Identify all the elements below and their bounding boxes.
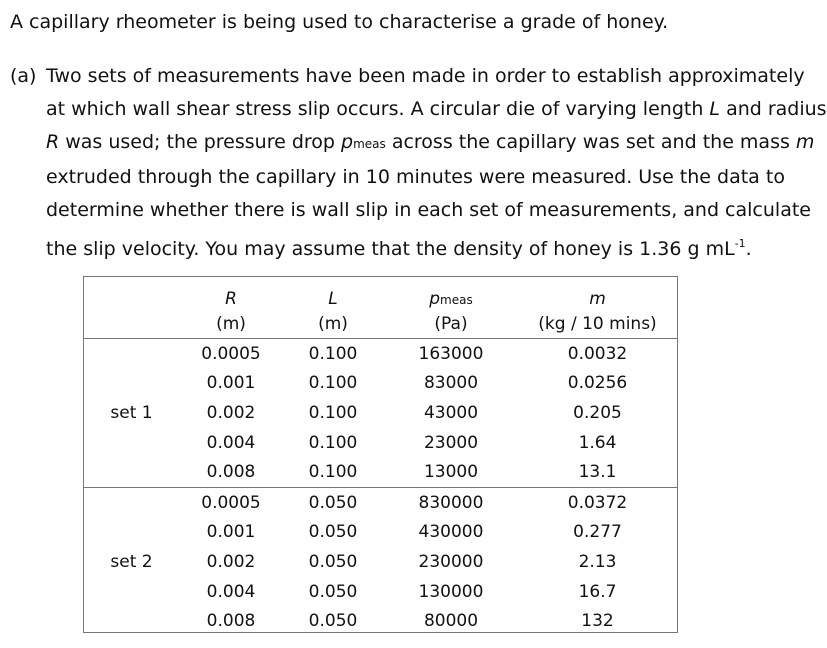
length-cell: 0.050 xyxy=(308,551,358,572)
set-label: set 1 xyxy=(110,402,153,423)
radius-cell: 0.0005 xyxy=(201,343,261,364)
question-line xyxy=(46,161,814,194)
pressure-header xyxy=(384,276,518,309)
pressure-cell: 83000 xyxy=(423,373,479,394)
length-cell: 0.100 xyxy=(308,373,358,394)
question-line xyxy=(46,126,814,161)
table-row xyxy=(83,398,677,428)
pressure-variable: p xyxy=(341,131,354,153)
length-cell: 0.100 xyxy=(282,457,384,487)
table-row xyxy=(83,518,677,548)
pressure-cell: 130000 xyxy=(418,581,484,602)
pressure-subscript: meas xyxy=(353,137,386,151)
table-row xyxy=(83,339,677,369)
mass-cell: 0.0372 xyxy=(567,492,628,513)
length-cell: 0.050 xyxy=(308,581,358,602)
set-label xyxy=(83,518,180,548)
length-cell: 0.100 xyxy=(308,432,358,453)
question-line xyxy=(46,60,814,93)
question-line xyxy=(46,194,814,227)
radius-cell: 0.001 xyxy=(206,522,256,543)
pressure-cell: 80000 xyxy=(423,611,479,632)
length-cell: 0.050 xyxy=(308,492,358,513)
pressure-cell: 13000 xyxy=(384,457,518,487)
mass-cell: 0.0256 xyxy=(567,373,628,394)
mass-cell: 0.0032 xyxy=(567,343,628,364)
mass-cell: 13.1 xyxy=(518,457,677,487)
table-row xyxy=(83,547,677,577)
question-fragment: Two sets of measurements have been made in order to establish approximately xyxy=(46,65,805,87)
mass-header: m xyxy=(589,289,606,309)
radius-unit: (m) xyxy=(180,309,282,339)
unit-superscript: -1 xyxy=(734,237,746,250)
radius-cell: 0.008 xyxy=(206,611,256,632)
radius-variable: R xyxy=(46,131,60,153)
pressure-cell: 163000 xyxy=(418,343,484,364)
set-label xyxy=(83,457,180,487)
radius-cell: 0.008 xyxy=(180,457,282,487)
pressure-cell: 23000 xyxy=(423,432,479,453)
set-label xyxy=(83,339,180,369)
mass-cell: 2.13 xyxy=(578,551,617,572)
set-label xyxy=(83,487,180,517)
set-label xyxy=(83,577,180,607)
intro-text: A capillary rheometer is being used to characterise a grade of honey. xyxy=(10,11,669,33)
mass-unit: (kg / 10 mins) xyxy=(518,309,677,339)
radius-cell: 0.004 xyxy=(206,581,256,602)
question-text xyxy=(46,60,827,266)
length-cell: 0.050 xyxy=(308,522,358,543)
mass-cell: 132 xyxy=(581,611,614,632)
table-row xyxy=(83,487,677,517)
radius-cell: 0.001 xyxy=(206,373,256,394)
table-row xyxy=(83,457,677,487)
question-line xyxy=(46,227,814,266)
question-fragment: extruded through the capillary in 10 minutes were measured. Use the data to xyxy=(46,166,785,188)
question-fragment: across the capillary was set and the mass xyxy=(391,131,790,153)
mass-cell: 1.64 xyxy=(578,432,617,453)
mass-cell: 16.7 xyxy=(578,581,617,602)
length-header: L xyxy=(328,289,338,309)
pressure-unit: (Pa) xyxy=(384,309,518,339)
radius-cell: 0.004 xyxy=(206,432,256,453)
length-variable: L xyxy=(709,98,721,120)
measurements-table xyxy=(83,276,677,636)
question-fragment: was used; the pressure drop xyxy=(65,131,335,153)
set-column-header xyxy=(83,309,180,339)
mass-cell: 0.277 xyxy=(573,522,622,543)
mass-variable: m xyxy=(795,131,815,153)
table-header-row xyxy=(83,276,677,309)
question-fragment: . xyxy=(745,238,752,260)
pressure-cell: 43000 xyxy=(423,402,479,423)
table-row xyxy=(83,369,677,399)
question-fragment: at which wall shear stress slip occurs. A circular die of varying length xyxy=(46,98,704,120)
set-label xyxy=(83,606,180,636)
length-cell: 0.050 xyxy=(308,611,358,632)
pressure-symbol: p xyxy=(429,289,441,309)
set-label xyxy=(83,369,180,399)
length-cell: 0.100 xyxy=(308,343,358,364)
radius-cell: 0.002 xyxy=(206,402,256,423)
question-fragment: the slip velocity. You may assume that the density of honey is 1.36 g mL xyxy=(46,238,735,260)
question-fragment: and radius xyxy=(726,98,827,120)
length-cell: 0.100 xyxy=(308,402,358,423)
radius-cell: 0.0005 xyxy=(201,492,261,513)
pressure-cell: 230000 xyxy=(418,551,484,572)
set-label xyxy=(83,428,180,458)
pressure-cell: 430000 xyxy=(418,522,484,543)
table-row xyxy=(83,428,677,458)
length-unit: (m) xyxy=(282,309,384,339)
radius-cell: 0.002 xyxy=(206,551,256,572)
mass-cell: 0.205 xyxy=(573,402,622,423)
set-column-header xyxy=(83,276,180,309)
table-row xyxy=(83,577,677,607)
part-label: (a) xyxy=(10,65,37,87)
table-units-row xyxy=(83,309,677,339)
pressure-subscript: meas xyxy=(440,293,473,307)
radius-header: R xyxy=(225,289,237,309)
table-row xyxy=(83,606,677,636)
pressure-cell: 830000 xyxy=(418,492,484,513)
set-label: set 2 xyxy=(110,551,153,572)
question-fragment: determine whether there is wall slip in each set of measurements, and calculate xyxy=(46,199,811,221)
question-line xyxy=(46,93,827,126)
